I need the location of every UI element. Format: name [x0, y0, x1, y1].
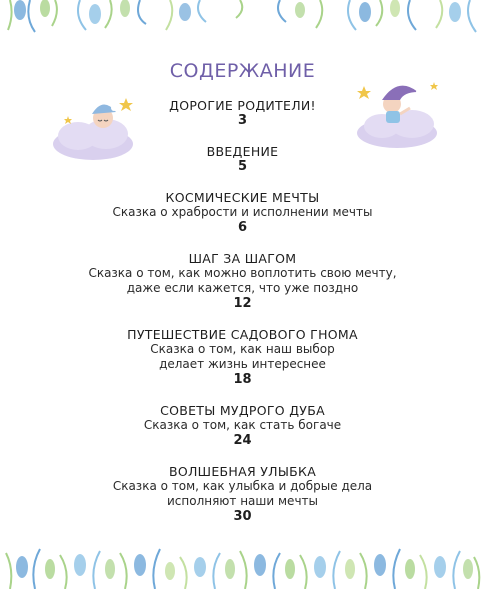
toc-entry[interactable] — [0, 464, 485, 525]
toc-entry-subtitle: исполняют наши мечты — [166, 494, 318, 508]
toc-entry-subtitle: Сказка о том, как улыбка и добрые дела — [112, 479, 373, 493]
toc-entry-page-number: 12 — [233, 296, 252, 311]
toc-entry[interactable] — [0, 251, 485, 312]
toc-entry[interactable] — [0, 98, 485, 129]
floral-border-bottom — [0, 539, 485, 589]
toc-entry-heading: ВВЕДЕНИЕ — [206, 144, 279, 159]
toc-entry-heading: ДОРОГИЕ РОДИТЕЛИ! — [169, 98, 316, 113]
toc-entry-heading: ШАГ ЗА ШАГОМ — [188, 251, 297, 266]
toc-entry[interactable] — [0, 190, 485, 236]
toc-entry-subtitle: Сказка о храбрости и исполнении мечты — [112, 205, 373, 219]
toc-entry[interactable] — [0, 327, 485, 388]
toc-entry[interactable] — [0, 403, 485, 449]
toc-entry-subtitle: даже если кажется, что уже поздно — [126, 281, 359, 295]
toc-entry-page-number: 5 — [237, 159, 248, 174]
page-title: СОДЕРЖАНИЕ — [169, 60, 316, 82]
toc-entry-page-number: 3 — [237, 113, 248, 128]
table-of-contents — [0, 98, 485, 540]
toc-entry-page-number: 24 — [233, 433, 252, 448]
toc-entry-subtitle: делает жизнь интереснее — [159, 357, 326, 371]
floral-border-icon — [0, 0, 485, 40]
toc-entry[interactable] — [0, 144, 485, 175]
toc-entry-page-number: 30 — [233, 509, 252, 524]
toc-entry-page-number: 6 — [237, 220, 248, 235]
toc-entry-page-number: 18 — [233, 372, 252, 387]
toc-entry-heading: ВОЛШЕБНАЯ УЛЫБКА — [168, 464, 317, 479]
floral-border-top — [0, 0, 485, 40]
floral-border-icon — [0, 539, 485, 589]
toc-entry-heading: ПУТЕШЕСТВИЕ САДОВОГО ГНОМА — [127, 327, 358, 342]
toc-entry-subtitle: Сказка о том, как наш выбор — [150, 342, 335, 356]
toc-entry-heading: СОВЕТЫ МУДРОГО ДУБА — [160, 403, 325, 418]
toc-entry-heading: КОСМИЧЕСКИЕ МЕЧТЫ — [165, 190, 320, 205]
toc-entry-subtitle: Сказка о том, как можно воплотить свою мечту, — [88, 266, 397, 280]
toc-entry-subtitle: Сказка о том, как стать богаче — [143, 418, 342, 432]
